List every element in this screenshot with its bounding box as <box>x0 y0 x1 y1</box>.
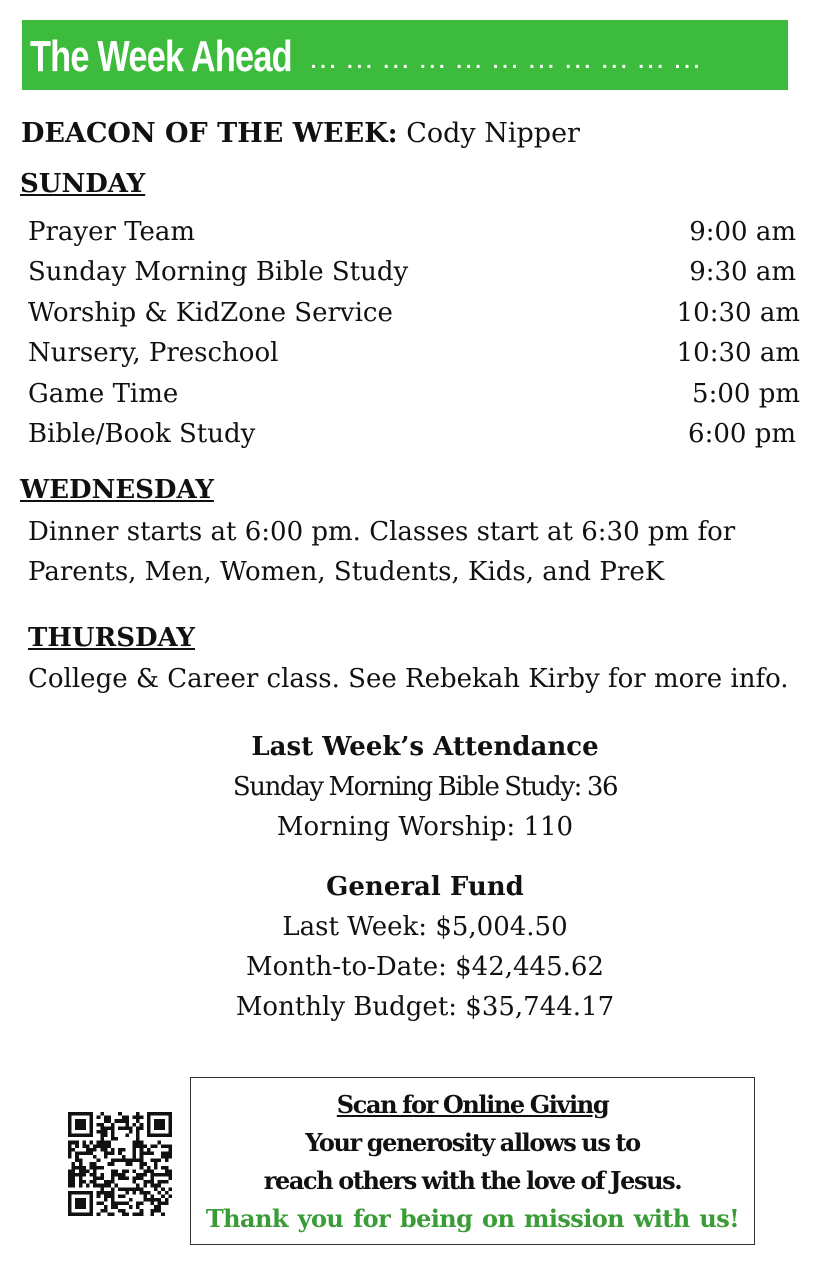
event-name: Bible/Book Study <box>28 418 256 449</box>
schedule-row <box>28 212 800 252</box>
wednesday-text-line-1: Dinner starts at 6:00 pm. Classes start at 6:30 pm for <box>28 517 736 547</box>
fund-monthly-budget: Monthly Budget: $35,744.17 <box>235 992 615 1022</box>
fund-last-week: Last Week: $5,004.50 <box>282 912 568 942</box>
event-name: Game Time <box>28 378 179 409</box>
event-time: 9:00 am <box>689 217 796 247</box>
event-time: 9:30 am <box>689 257 796 288</box>
event-time: 10:30 am <box>676 338 800 369</box>
schedule-row <box>28 293 800 333</box>
qr-code-icon[interactable] <box>68 1112 172 1216</box>
schedule-row <box>28 252 800 292</box>
giving-line-2: reach others with the love of Jesus. <box>263 1166 682 1195</box>
fund-month-to-date: Month-to-Date: $42,445.62 <box>246 952 604 982</box>
giving-line-1: Your generosity allows us to <box>305 1128 640 1157</box>
event-name: Nursery, Preschool <box>28 338 279 369</box>
event-time: 5:00 pm <box>692 378 800 409</box>
event-time: 6:00 pm <box>688 418 796 449</box>
thursday-heading: THURSDAY <box>28 623 195 653</box>
attendance-section <box>0 727 825 847</box>
event-name: Prayer Team <box>28 217 196 247</box>
schedule-row <box>28 414 800 454</box>
event-time: 10:30 am <box>676 297 800 328</box>
deacon-of-the-week <box>21 116 580 152</box>
deacon-label: DEACON OF THE WEEK: <box>21 118 398 149</box>
attendance-bible-study: Sunday Morning Bible Study: 36 <box>232 772 618 802</box>
page-title: The Week Ahead <box>30 32 292 81</box>
online-giving-box <box>190 1077 755 1245</box>
schedule-row <box>28 374 800 414</box>
thursday-text: College & Career class. See Rebekah Kirby for more info. <box>28 664 789 694</box>
attendance-worship: Morning Worship: 110 <box>276 812 574 842</box>
header-banner <box>22 20 788 90</box>
attendance-heading: Last Week’s Attendance <box>251 732 599 762</box>
general-fund-section <box>0 867 825 1027</box>
sunday-heading: SUNDAY <box>20 169 146 199</box>
giving-title: Scan for Online Giving <box>336 1090 609 1119</box>
general-fund-heading: General Fund <box>326 872 524 902</box>
event-name: Worship & KidZone Service <box>28 297 393 328</box>
schedule-row <box>28 333 800 373</box>
event-name: Sunday Morning Bible Study <box>28 257 409 288</box>
giving-thanks: Thank you for being on mission with us! <box>205 1204 740 1233</box>
wednesday-heading: WEDNESDAY <box>20 475 214 505</box>
wednesday-text-line-2: Parents, Men, Women, Students, Kids, and PreK <box>28 557 665 587</box>
banner-dot-leader: …………………………… <box>308 42 709 75</box>
deacon-name: Cody Nipper <box>406 118 580 149</box>
sunday-schedule <box>28 212 800 454</box>
